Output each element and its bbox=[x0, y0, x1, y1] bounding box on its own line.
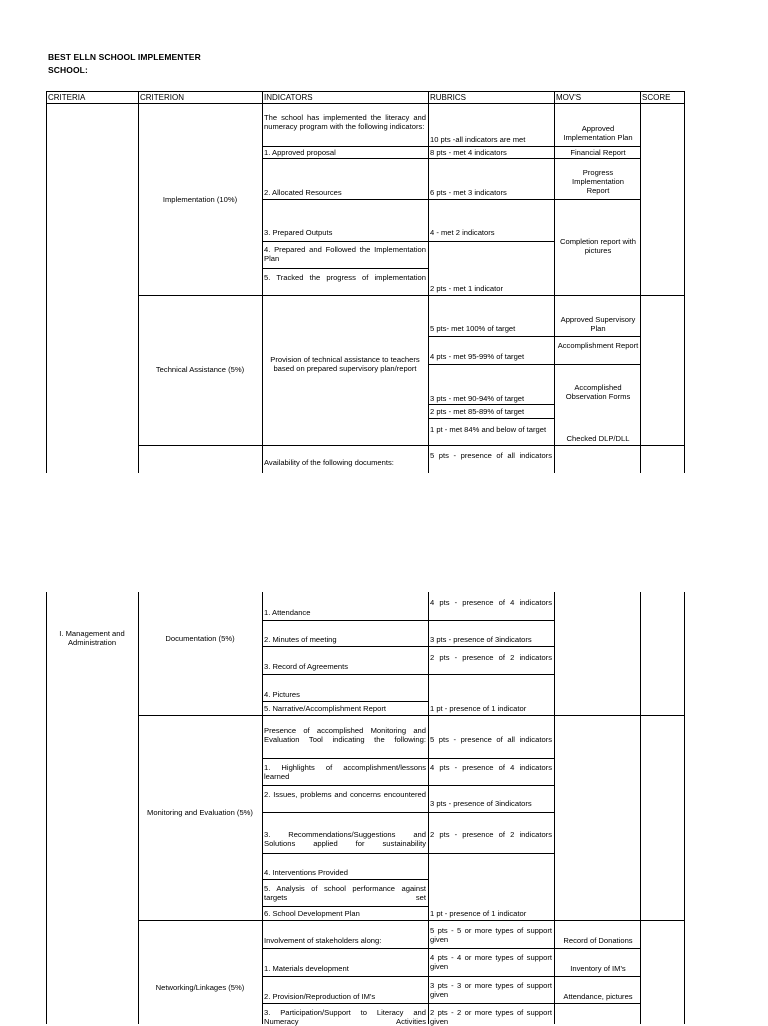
mov-text: Record of Donations bbox=[563, 936, 633, 945]
table-rule bbox=[46, 103, 684, 104]
row-rule bbox=[262, 948, 640, 949]
rubric-text: 2 pts - met 85-89% of target bbox=[430, 407, 525, 416]
indicator-text: 3. Prepared Outputs bbox=[264, 228, 333, 237]
row-rule bbox=[428, 418, 554, 419]
rubric-text: 8 pts - met 4 indicators bbox=[430, 148, 507, 157]
column-border bbox=[138, 592, 139, 1024]
rubric-text: 4 pts - 4 or more types of support given bbox=[430, 953, 552, 971]
row-rule bbox=[262, 758, 554, 759]
rubric-text: 3 pts - 3 or more types of support given bbox=[430, 981, 552, 999]
row-rule bbox=[262, 241, 428, 242]
row-rule bbox=[262, 674, 554, 675]
indicator-text: 4. Interventions Provided bbox=[264, 868, 349, 877]
mov-text: Financial Report bbox=[570, 148, 626, 157]
indicator-text: Provision of technical assistance to teachers based on prepared supervisory plan/report bbox=[270, 355, 420, 373]
row-rule bbox=[554, 146, 640, 147]
indicator-text: 2. Minutes of meeting bbox=[264, 635, 337, 644]
mov-text: Inventory of IM's bbox=[570, 964, 626, 973]
section-rule bbox=[138, 715, 684, 716]
column-header-score: SCORE bbox=[642, 93, 671, 102]
row-rule bbox=[262, 853, 554, 854]
column-border bbox=[554, 592, 555, 1024]
column-border bbox=[554, 91, 555, 473]
column-border bbox=[138, 91, 139, 473]
school-label: SCHOOL: bbox=[48, 65, 88, 75]
row-rule bbox=[554, 336, 640, 337]
rubric-text: 1 pt - presence of 1 indicator bbox=[430, 909, 527, 918]
rubric-text: 2 pts - met 1 indicator bbox=[430, 284, 504, 293]
mov-text: Completion report with pictures bbox=[560, 237, 636, 255]
criteria-management: I. Management and Administration bbox=[59, 629, 125, 647]
column-border bbox=[262, 91, 263, 473]
rubric-text: 5 pts- met 100% of target bbox=[430, 324, 516, 333]
rubric-text: 3 pts - presence of 3indicators bbox=[430, 635, 532, 644]
indicator-text: 2. Allocated Resources bbox=[264, 188, 342, 197]
row-rule bbox=[262, 701, 428, 702]
mov-text: Approved Implementation Plan bbox=[563, 124, 633, 142]
row-rule bbox=[262, 646, 554, 647]
rubric-text: 10 pts -all indicators are met bbox=[430, 135, 526, 144]
column-border bbox=[640, 592, 641, 1024]
column-header-movs: MOV'S bbox=[556, 93, 582, 102]
indicator-text: 6. School Development Plan bbox=[264, 909, 360, 918]
column-border bbox=[262, 592, 263, 1024]
indicator-text: Involvement of stakeholders along: bbox=[264, 936, 382, 945]
column-header-criteria: CRITERIA bbox=[48, 93, 86, 102]
row-rule bbox=[428, 241, 554, 242]
rubric-text: 4 pts - presence of 4 indicators bbox=[430, 763, 552, 772]
row-rule bbox=[262, 199, 428, 200]
row-rule bbox=[262, 785, 554, 786]
mov-text: Approved Supervisory Plan bbox=[560, 315, 636, 333]
row-rule bbox=[262, 1003, 640, 1004]
indicator-text: 1. Approved proposal bbox=[264, 148, 336, 157]
section-rule bbox=[138, 445, 684, 446]
mov-text: Checked DLP/DLL bbox=[566, 434, 630, 443]
indicator-text: 3. Recommendations/Suggestions and Solutions applied for sustainability bbox=[264, 830, 426, 848]
row-rule bbox=[554, 199, 640, 200]
indicator-text: 4. Pictures bbox=[264, 690, 300, 699]
column-border bbox=[46, 592, 47, 1024]
indicator-text: 2. Issues, problems and concerns encountered bbox=[264, 790, 426, 799]
column-border bbox=[684, 91, 685, 473]
column-border bbox=[428, 91, 429, 473]
indicator-text: 3. Participation/Support to Literacy and Numeracy Activities bbox=[264, 1008, 426, 1026]
indicator-text: 2. Provision/Reproduction of IM's bbox=[264, 992, 376, 1001]
indicator-text: 5. Narrative/Accomplishment Report bbox=[264, 704, 386, 713]
mov-text: Accomplishment Report bbox=[557, 341, 639, 350]
indicator-text: Presence of accomplished Monitoring and Evaluation Tool indicating the following: bbox=[264, 726, 426, 744]
criterion-documentation: Documentation (5%) bbox=[165, 634, 235, 643]
row-rule bbox=[262, 879, 428, 880]
column-border bbox=[684, 592, 685, 1024]
indicator-text: The school has implemented the literacy and numeracy program with the following indicators: bbox=[264, 113, 426, 131]
rubric-text: 5 pts - presence of all indicators bbox=[430, 735, 552, 744]
rubric-text: 1 pt - met 84% and below of target bbox=[430, 425, 547, 434]
rubric-text: 4 pts - presence of 4 indicators bbox=[430, 598, 552, 607]
mov-text: Accomplished Observation Forms bbox=[565, 383, 631, 401]
row-rule bbox=[262, 268, 428, 269]
row-rule bbox=[554, 158, 640, 159]
rubric-text: 5 pts - presence of all indicators bbox=[430, 451, 552, 460]
column-header-criterion: CRITERION bbox=[140, 93, 184, 102]
rubric-text: 3 pts - presence of 3indicators bbox=[430, 799, 532, 808]
rubric-text: 3 pts - met 90-94% of target bbox=[430, 394, 525, 403]
row-rule bbox=[262, 976, 640, 977]
rubric-text: 4 - met 2 indicators bbox=[430, 228, 495, 237]
rubric-text: 1 pt - presence of 1 indicator bbox=[430, 704, 527, 713]
column-border bbox=[428, 592, 429, 1024]
indicator-text: 1. Highlights of accomplishment/lessons learned bbox=[264, 763, 426, 781]
rubric-text: 2 pts - presence of 2 indicators bbox=[430, 653, 552, 662]
rubric-text: 6 pts - met 3 indicators bbox=[430, 188, 507, 197]
criterion-networking-linkages: Networking/Linkages (5%) bbox=[155, 983, 245, 992]
column-border bbox=[640, 91, 641, 473]
document-title: BEST ELLN SCHOOL IMPLEMENTER bbox=[48, 52, 201, 62]
mov-text: Attendance, pictures bbox=[563, 992, 633, 1001]
rubric-text: 5 pts - 5 or more types of support given bbox=[430, 926, 552, 944]
indicator-text: 5. Tracked the progress of implementation bbox=[264, 273, 426, 282]
row-rule bbox=[262, 812, 554, 813]
row-rule bbox=[554, 364, 640, 365]
column-border bbox=[46, 91, 47, 103]
indicator-text: Availability of the following documents: bbox=[264, 458, 394, 467]
mov-text: Progress Implementation Report bbox=[572, 168, 624, 195]
rubric-text: 2 pts - presence of 2 indicators bbox=[430, 830, 552, 839]
column-border bbox=[46, 103, 47, 473]
indicator-text: 5. Analysis of school performance against targets set bbox=[264, 884, 426, 902]
indicator-text: 4. Prepared and Followed the Implementation Plan bbox=[264, 245, 426, 263]
row-rule bbox=[428, 336, 554, 337]
indicator-text: 3. Record of Agreements bbox=[264, 662, 348, 671]
row-rule bbox=[262, 158, 554, 159]
indicator-text: 1. Attendance bbox=[264, 608, 311, 617]
criterion-technical-assistance: Technical Assistance (5%) bbox=[155, 365, 245, 374]
row-rule bbox=[428, 404, 554, 405]
criterion-monitoring-evaluation: Monitoring and Evaluation (5%) bbox=[147, 808, 253, 817]
column-header-rubrics: RUBRICS bbox=[430, 93, 467, 102]
column-header-indicators: INDICATORS bbox=[264, 93, 313, 102]
rubric-text: 4 pts - met 95-99% of target bbox=[430, 352, 525, 361]
row-rule bbox=[262, 906, 428, 907]
rubric-text: 2 pts - 2 or more types of support given bbox=[430, 1008, 552, 1026]
indicator-text: 1. Materials development bbox=[264, 964, 349, 973]
row-rule bbox=[262, 146, 554, 147]
section-rule bbox=[138, 295, 684, 296]
row-rule bbox=[262, 620, 554, 621]
table-rule bbox=[46, 91, 684, 92]
row-rule bbox=[428, 364, 554, 365]
criterion-implementation: Implementation (10%) bbox=[162, 195, 238, 204]
row-rule bbox=[428, 199, 554, 200]
section-rule bbox=[138, 920, 684, 921]
